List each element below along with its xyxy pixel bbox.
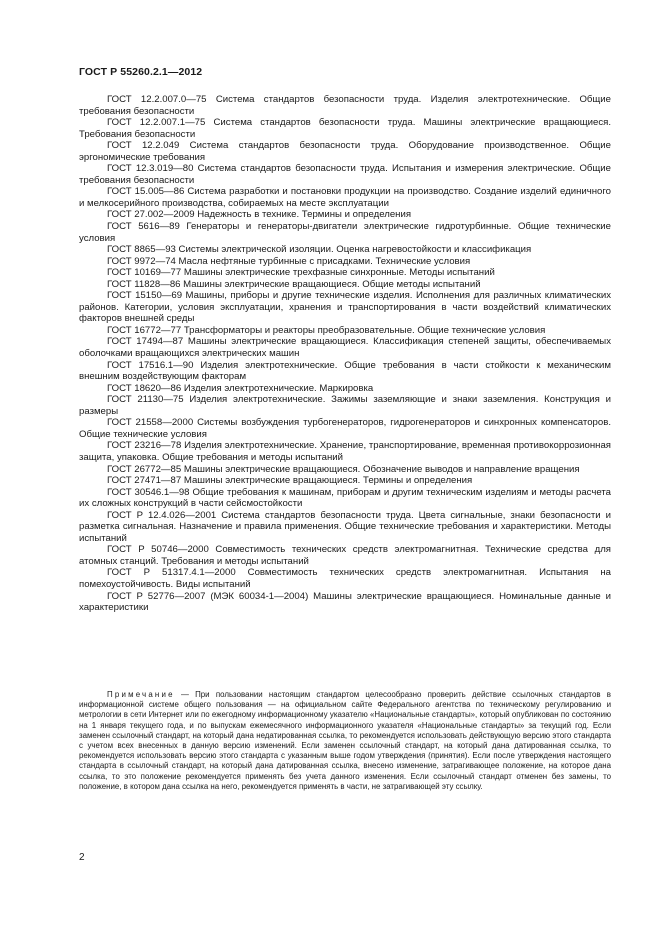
reference-entry: ГОСТ 9972—74 Масла нефтяные турбинные с присадками. Технические условия	[107, 255, 471, 267]
note-text: — При пользовании настоящим стандартом целесообразно проверить действие ссылочных стандартов в информационной системе общего пользования — на официальном сайте Федерального агентства по техническому регулированию и метрологии в сети Интернет или по ежегодному информационному указателю «Национальные стандарты», который опубликован по состоянию на 1 января текущего года, и по выпускам ежемесячного информационного указателя «Национальные стандарты» за текущий год. Если заменен ссылочный стандарт, на который дана недатированная ссылка, то рекомендуется использовать действующую версию этого стандарта с учетом всех внесенных в данную версию изменений. Если заменен ссылочный стандарт, на который дана датированная ссылка, то рекомендуется использовать версию этого стандарта с указанным выше годом утверждения (принятия). Если после утверждения настоящего стандарта в ссылочный стандарт, на который дана датированная ссылка, внесено изменение, затрагивающее положение, на которое дана ссылка, то это положение рекомендуется применять без учета данного изменения. Если ссылочный стандарт отменен без замены, то положение, в котором дана ссылка на него, рекомендуется применять в части, не затрагивающей эту ссылку.	[79, 690, 611, 791]
reference-entry: ГОСТ 23216—78 Изделия электротехнические. Хранение, транспортирование, временная противокоррозионная защита, упаковка. Общие требования и методы испытаний	[79, 440, 611, 463]
reference-entry: ГОСТ 27471—87 Машины электрические вращающиеся. Термины и определения	[107, 475, 473, 487]
reference-entry: ГОСТ 16772—77 Трансформаторы и реакторы преобразовательные. Общие технические условия	[107, 324, 546, 336]
reference-entry: ГОСТ 17494—87 Машины электрические вращающиеся. Классификация степеней защиты, обеспечиваемых оболочками вращающихся электрических машин	[79, 336, 611, 360]
note-label: Примечание	[107, 690, 175, 699]
reference-entry: ГОСТ 12.2.007.1—75 Система стандартов безопасности труда. Машины электрические вращающиеся. Требования безопасности	[79, 117, 611, 140]
reference-entry: ГОСТ Р 52776—2007 (МЭК 60034-1—2004) Машины электрические вращающиеся. Номинальные данные и характеристики	[79, 590, 611, 614]
reference-entry: ГОСТ 17516.1—90 Изделия электротехнические. Общие требования в части стойкости к механическим внешним воздействующим факторам	[79, 359, 611, 383]
reference-entry: ГОСТ 27.002—2009 Надежность в технике. Термины и определения	[107, 209, 412, 221]
document-header: ГОСТ Р 55260.2.1—2012	[79, 66, 203, 78]
reference-entry: ГОСТ 10169—77 Машины электрические трехфазные синхронные. Методы испытаний	[107, 267, 495, 279]
reference-entry: ГОСТ 15150—69 Машины, приборы и другие технические изделия. Исполнения для различных климатических районов. Категории, условия эксплуатации, хранения и транспортирования в части воздействий климатических факторов внешней среды	[79, 290, 611, 325]
reference-entry: ГОСТ 12.3.019—80 Система стандартов безопасности труда. Испытания и измерения электрические. Общие требования безопасности	[79, 163, 611, 186]
reference-note	[79, 690, 611, 792]
reference-entry: ГОСТ 5616—89 Генераторы и генераторы-двигатели электрические гидротурбинные. Общие технические условия	[79, 221, 611, 244]
reference-entry: ГОСТ Р 51317.4.1—2000 Совместимость технических средств электромагнитная. Испытания на помехоустойчивость. Виды испытаний	[79, 567, 611, 590]
reference-entry: ГОСТ 21130—75 Изделия электротехнические. Зажимы заземляющие и знаки заземления. Конструкция и размеры	[79, 394, 611, 417]
reference-entry: ГОСТ 8865—93 Системы электрической изоляции. Оценка нагревостойкости и классификация	[107, 244, 532, 256]
reference-entry: ГОСТ Р 50746—2000 Совместимость технических средств электромагнитная. Технические средства для атомных станций. Требования и методы испытаний	[79, 544, 611, 567]
reference-entry: ГОСТ Р 12.4.026—2001 Система стандартов безопасности труда. Цвета сигнальные, знаки безопасности и разметка сигнальная. Назначение и правила применения. Общие технические требования и характеристики. Методы испытаний	[79, 509, 611, 544]
reference-entry: ГОСТ 11828—86 Машины электрические вращающиеся. Общие методы испытаний	[107, 278, 481, 290]
reference-entry: ГОСТ 12.2.049 Система стандартов безопасности труда. Оборудование производственное. Общие эргономические требования	[79, 140, 611, 163]
normative-references-list	[79, 94, 611, 614]
reference-entry: ГОСТ 18620—86 Изделия электротехнические. Маркировка	[107, 382, 374, 394]
reference-entry: ГОСТ 26772—85 Машины электрические вращающиеся. Обозначение выводов и направление вращения	[107, 463, 580, 475]
reference-entry: ГОСТ 15.005—86 Система разработки и постановки продукции на производство. Создание изделий единичного и мелкосерийного производства, собираемых на месте эксплуатации	[79, 186, 611, 209]
page-number: 2	[79, 852, 85, 863]
reference-entry: ГОСТ 30546.1—98 Общие требования к машинам, приборам и другим техническим изделиям и методы расчета их сложных конструкций в части сейсмостойкости	[79, 486, 611, 510]
reference-entry: ГОСТ 12.2.007.0—75 Система стандартов безопасности труда. Изделия электротехнические. Общие требования безопасности	[79, 94, 611, 117]
reference-entry: ГОСТ 21558—2000 Системы возбуждения турбогенераторов, гидрогенераторов и синхронных компенсаторов. Общие технические условия	[79, 417, 611, 440]
